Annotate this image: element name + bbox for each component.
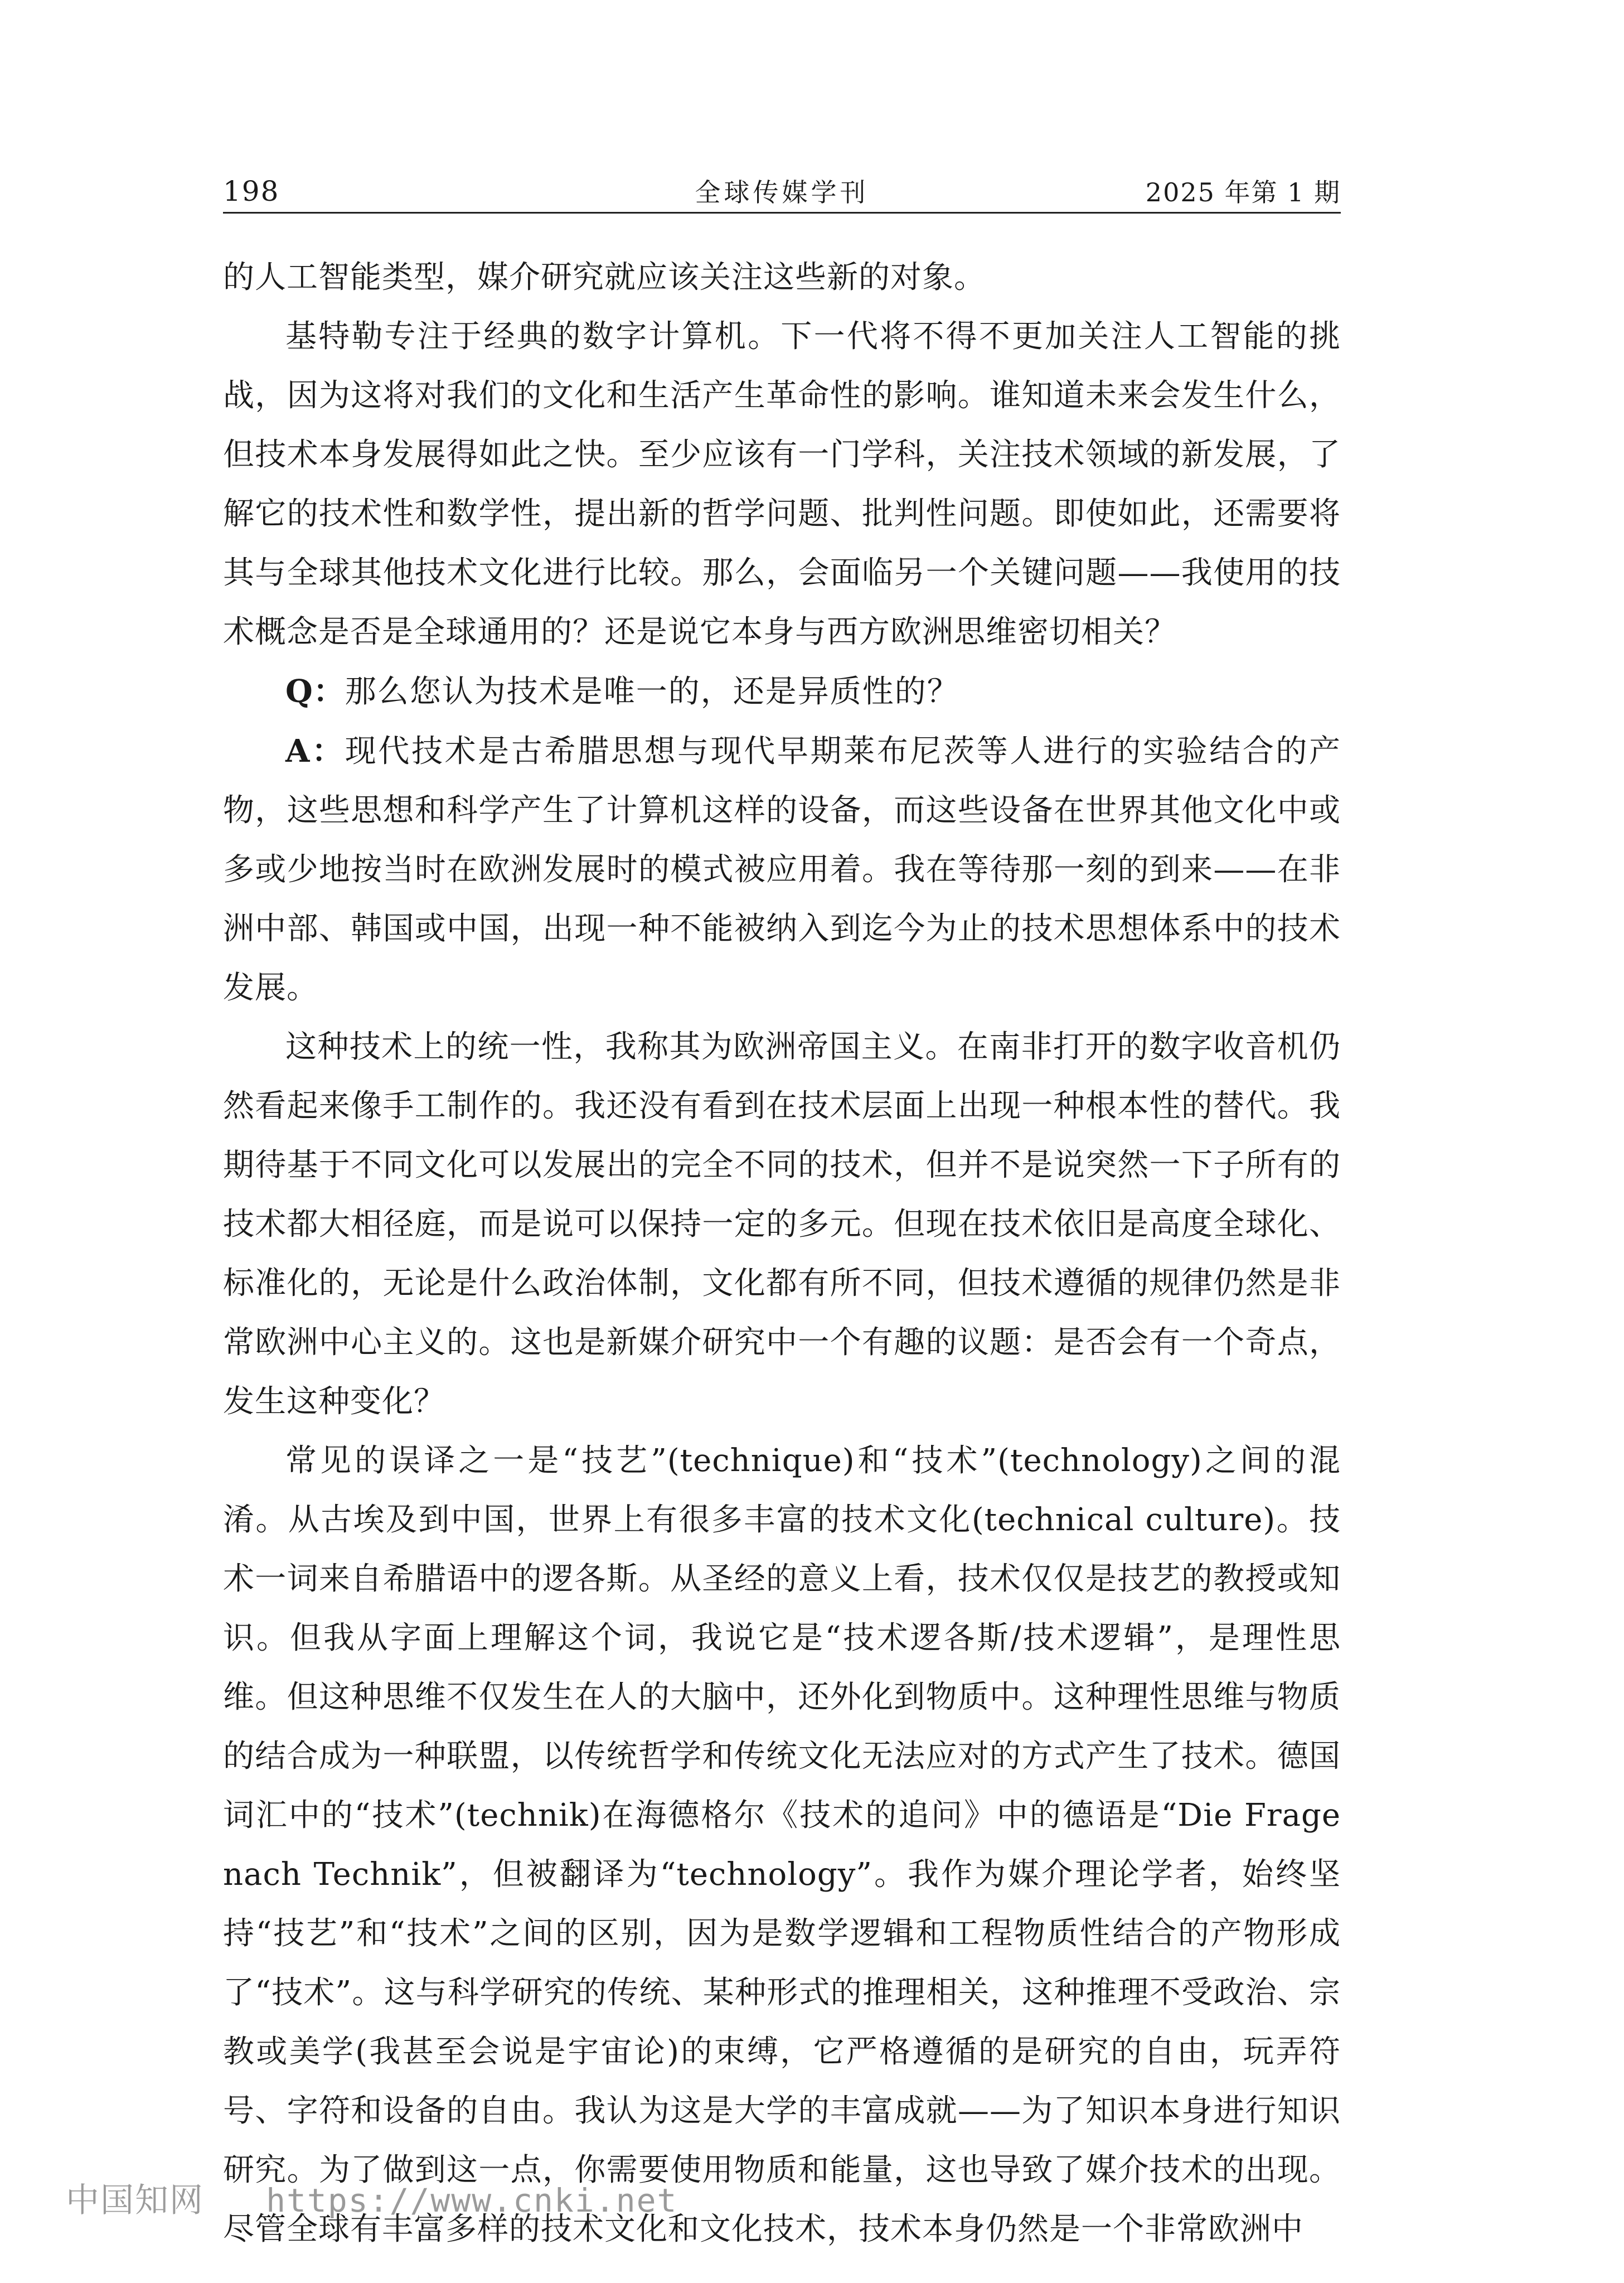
question-label: Q：: [285, 673, 345, 710]
cnki-url: https://www.cnki.net: [266, 2182, 678, 2219]
watermark-footer: [66, 2174, 677, 2222]
page-number: 198: [223, 175, 280, 207]
answer-paragraph: [223, 722, 1341, 1018]
cnki-brand: 中国知网: [66, 2181, 204, 2220]
paragraph-mistranslation: 常见的误译之一是“技艺”(technique)和“技术”(technology)之间的混淆。从古埃及到中国，世界上有很多丰富的技术文化(technical culture)。技术一词来自希腊语中的逻各斯。从圣经的意义上看，技术仅仅是技艺的教授或知识。但我从字面上理解这个词，我说它是“技术逻各斯/技术逻辑”，是理性思维。但这种思维不仅发生在人的大脑中，还外化到物质中。这种理性思维与物质的结合成为一种联盟，以传统哲学和传统文化无法应对的方式产生了技术。德国词汇中的“技术”(technik)在海德格尔《技术的追问》中的德语是“Die Frage nach Technik”，但被翻译为“technology”。我作为媒介理论学者，始终坚持“技艺”和“技术”之间的区别，因为是数学逻辑和工程物质性结合的产物形成了“技术”。这与科学研究的传统、某种形式的推理相关，这种推理不受政治、宗教或美学(我甚至会说是宇宙论)的束缚，它严格遵循的是研究的自由，玩弄符号、字符和设备的自由。我认为这是大学的丰富成就——为了知识本身进行知识研究。为了做到这一点，你需要使用物质和能量，这也导致了媒介技术的出现。尽管全球有丰富多样的技术文化和文化技术，技术本身仍然是一个非常欧洲中: [223, 1443, 1341, 2247]
answer-text: 现代技术是古希腊思想与现代早期莱布尼茨等人进行的实验结合的产物，这些思想和科学产生了计算机这样的设备，而这些设备在世界其他文化中或多或少地按当时在欧洲发展时的模式被应用着。我在等待那一刻的到来——在非洲中部、韩国或中国，出现一种不能被纳入到迄今为止的技术思想体系中的技术发展。: [223, 733, 1341, 1006]
issue-label: 2025 年第 1 期: [1145, 177, 1341, 207]
paragraph-continuation: 的人工智能类型，媒介研究就应该关注这些新的对象。: [223, 259, 986, 296]
running-header: [223, 167, 1341, 214]
paragraph-unity: 这种技术上的统一性，我称其为欧洲帝国主义。在南非打开的数字收音机仍然看起来像手工制作的。我还没有看到在技术层面上出现一种根本性的替代。我期待基于不同文化可以发展出的完全不同的技术，但并不是说突然一下子所有的技术都大相径庭，而是说可以保持一定的多元。但现在技术依旧是高度全球化、标准化的，无论是什么政治体制，文化都有所不同，但技术遵循的规律仍然是非常欧洲中心主义的。这也是新媒介研究中一个有趣的议题：是否会有一个奇点，发生这种变化？: [223, 1029, 1341, 1420]
answer-label: A：: [285, 733, 345, 770]
paragraph-kittler: 基特勒专注于经典的数字计算机。下一代将不得不更加关注人工智能的挑战，因为这将对我们的文化和生活产生革命性的影响。谁知道未来会发生什么，但技术本身发展得如此之快。至少应该有一门学科，关注技术领域的新发展，了解它的技术性和数学性，提出新的哲学问题、批判性问题。即使如此，还需要将其与全球其他技术文化进行比较。那么，会面临另一个关键问题——我使用的技术概念是否是全球通用的？还是说它本身与西方欧洲思维密切相关？: [223, 318, 1341, 650]
article-body: [223, 248, 1341, 2259]
question-text: 那么您认为技术是唯一的，还是异质性的？: [345, 674, 959, 710]
journal-name: 全球传媒学刊: [695, 177, 869, 207]
question-paragraph: [223, 662, 1341, 722]
